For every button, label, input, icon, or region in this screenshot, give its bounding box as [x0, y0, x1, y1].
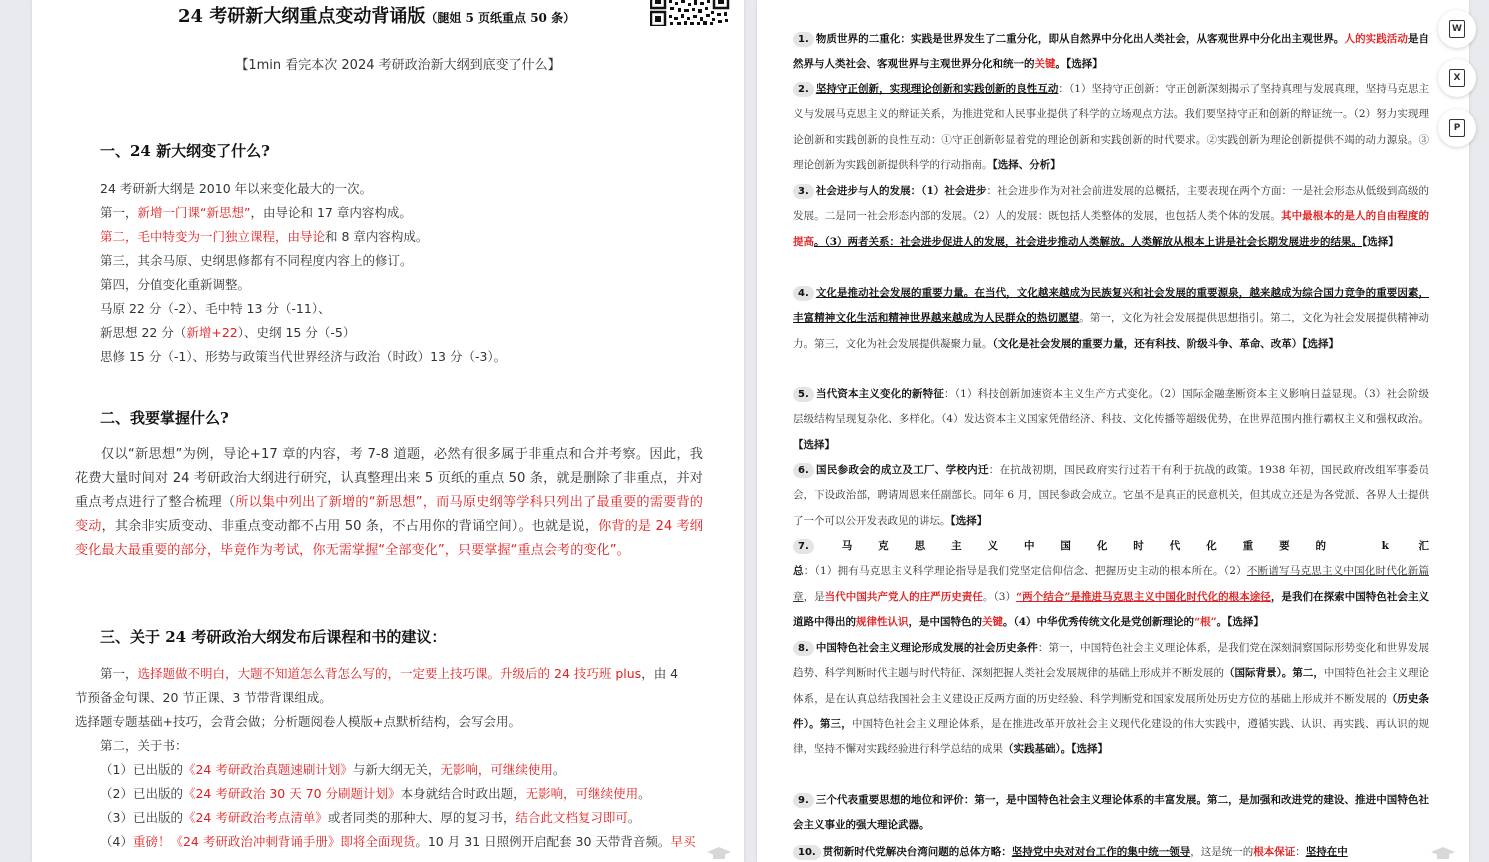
section-heading-2: 二、我要掌握什么?	[100, 409, 229, 427]
s1-line-1: 24 考研新大纲是 2010 年以来变化最大的一次。	[100, 181, 373, 196]
list-item-8: 8. 中国特色社会主义理论形成发展的社会历史条件：第一，中国特色社会主义理论体系，是我们党在深刻洞察国际形势变化和世界发展趋势、科学判断时代主题与时代特征、深刻把握人类社会发展规律的基础上形成并不断发展的（国际背景）。第二，中国特色社会主义理论体系，是在认真总结我国社会主义建设正反两方面的历史经验、科学判断党和国家发展所处历史方位的基础上形成并不断发展的（历史条件）。第三，中国特色社会主义理论体系，是在推进改革开放社会主义现代化建设的伟大实践中，遵循实践、认识、再实践、再认识的规律，坚持不懈对实践经验进行科学总结的成果（实践基础）。【选择】	[793, 642, 1430, 756]
document-page-right	[757, 0, 1469, 862]
section-heading-1: 一、24 新大纲变了什么?	[100, 142, 270, 160]
doc-title-main: 24 考研新大纲重点变动背诵版	[178, 6, 426, 27]
s2-paragraph: 仅以“新思想”为例，导论+17 章的内容，考 7-8 道题，必然有很多属于非重点和合并考察。因此，我花费大量时间对 24 考研政治大纲进行研究，认真整理出来 5 页纸的重点 50 条，就是删除了非重点，并对重点考点进行了整合梳理（所以集中列出了新增的“新思想”，而马原史纲等学科只列出了最重要的需要背的变动，其余非实质变动、非重点变动都不占用 50 条，不占用你的背诵空间）。也就是说，你背的是 24 考纲变化最大最重要的部分，毕竟作为考试，你无需掌握“全部变化”，只要掌握“重点会考的变化”。	[75, 447, 703, 558]
s1-line-4: 第三，其余马原、史纲思修都有不同程度内容上的修订。	[100, 253, 413, 268]
export-excel-button[interactable]	[1438, 59, 1476, 97]
list-item-5: 5. 当代资本主义变化的新特征：（1）科技创新加速资本主义生产方式变化。（2）国际金融垄断资本主义影响日益显现。（3）社会阶级层级结构呈现复杂化、多样化。（4）发达资本主义国家凭借经济、科技、文化传播等超级优势，在世界范围内推行霸权主义和强权政治。【选择】	[793, 388, 1429, 451]
section-heading-3: 三、关于 24 考研政治大纲发布后课程和书的建议：	[100, 628, 447, 646]
s3-book-3: （3）已出版的《24 考研政治考点清单》或者同类的那种大、厚的复习书，结合此文档复习即可。	[100, 810, 641, 825]
list-item-1: 1. 物质世界的二重化：实践是世界发生了二重分化，即从自然界中分化出人类社会，从客观世界中分化出主观世界。人的实践活动是自然界与人类社会、客观世界与主观世界分化和统一的关键。【选择】	[793, 33, 1430, 71]
s3-book-4: （4）重磅！《24 考研政治冲刺背诵手册》即将全面现货。10 月 31 日照例开启配套 30 天带背音频。早买	[100, 834, 696, 849]
word-icon: W	[1449, 20, 1465, 38]
s1-line-8: 思修 15 分（-1）、形势与政策当代世界经济与政治（时政）13 分（-3）。	[100, 349, 507, 364]
list-item-4: 4. 文化是推动社会发展的重要力量。在当代，文化越来越成为民族复兴和社会发展的重要源泉，越来越成为综合国力竞争的重要因素，丰富精神文化生活和精神世界越来越成为人民群众的热切愿望。第一，文化为社会发展提供思想指引。第二，文化为社会发展提供精神动力。第三，文化为社会发展提供凝聚力量。（文化是社会发展的重要力量，还有科技、阶级斗争、革命、改革）【选择】	[793, 287, 1430, 350]
s3-line-3: 选择题专题基础+技巧，会背会做；分析题阅卷人模版+点默析结构，会写会用。	[75, 714, 521, 729]
export-pdf-button[interactable]	[1438, 109, 1476, 147]
doc-subtitle: 【1min 看完本次 2024 考研政治新大纲到底变了什么】	[235, 58, 561, 73]
s1-line-5: 第四，分值变化重新调整。	[100, 277, 251, 292]
pdf-icon: P	[1449, 119, 1465, 137]
doc-title	[178, 2, 648, 28]
list-item-3: 3. 社会进步与人的发展：（1）社会进步：社会进步作为对社会前进发展的总概括，主要表现在两个方面：一是社会形态从低级到高级的发展。二是同一社会形态内部的发展。（2）人的发展：既包括人类整体的发展，也包括人类个体的发展。其中最根本的是人的自由程度的提高。（3）两者关系：社会进步促进人的发展，社会进步推动人类解放。人类解放从根本上讲是社会长期发展进步的结果。【选择】	[793, 185, 1430, 248]
graduation-cap-icon	[706, 846, 732, 860]
graduation-cap-icon-right	[1430, 846, 1456, 860]
list-item-10: 10. 贯彻新时代党解决台湾问题的总体方略：坚持党中央对对台工作的集中统一领导，这是统一的根本保证：坚持在中	[793, 840, 1429, 862]
list-item-2: 2. 坚持守正创新，实现理论创新和实践创新的良性互动：（1）坚持守正创新：守正创新深刻揭示了坚持真理与发展真理，坚持马克思主义与发展马克思主义的辩证关系，为推进党和人民事业提供了科学的立场观点方法。我们要坚持守正和创新的辩证统一。（2）努力实现理论创新和实践创新的良性互动：①守正创新彰显着党的理论创新和实践创新的时代要求。②实践创新为理论创新提供不竭的动力源泉。③理论创新为实践创新提供科学的行动指南。【选择、分析】	[793, 83, 1429, 171]
document-page-left	[32, 0, 744, 862]
export-word-button[interactable]	[1438, 10, 1476, 48]
s1-line-7: 新思想 22 分（新增+22）、史纲 15 分（-5）	[100, 325, 356, 340]
qr-code-icon	[650, 0, 730, 26]
list-item-7: 7. 马克思主义中国化时代化重要的 k 汇总：（1）拥有马克思主义科学理论指导是我们党坚定信仰信念、把握历史主动的根本所在。（2）不断谱写马克思主义中国化时代化新篇章，是当代中国共产党人的庄严历史责任。（3）“两个结合”是推进马克思主义中国化时代化的根本途径，是我们在探索中国特色社会主义道路中得出的规律性认识，是中国特色的关键。（4）中华优秀传统文化是党创新理论的“根”。【选择】	[793, 540, 1430, 628]
s3-line-2: 节预备金句课、20 节正课、3 节带背课组成。	[75, 690, 332, 705]
s3-book-2: （2）已出版的《24 考研政治 30 天 70 分刷题计划》本身就结合时政出题，无影响，可继续使用。	[100, 786, 651, 801]
excel-icon: X	[1449, 69, 1465, 87]
doc-title-sub: （腿姐 5 页纸重点 50 条）	[425, 11, 576, 25]
list-item-6: 6. 国民参政会的成立及工厂、学校内迁：在抗战初期，国民政府实行过若干有利于抗战的政策。1938 年初，国民政府改组军事委员会，下设政治部，聘请周恩来任副部长。同年 6 月，国民参政会成立。它虽不是真正的民意机关，但其成立还是为各党派、各界人士提供了一个可以公开发表政见的讲坛。【选择】	[793, 464, 1429, 527]
s1-line-6: 马原 22 分（-2）、毛中特 13 分（-11）、	[100, 301, 331, 316]
s1-line-3: 第二，毛中特变为一门独立课程，由导论和 8 章内容构成。	[100, 229, 429, 244]
s3-line-4: 第二，关于书：	[100, 738, 188, 753]
s3-line-1: 第一，选择题做不明白，大题不知道怎么背怎么写的，一定要上技巧课。升级后的 24 技巧班 plus，由 4	[100, 666, 679, 681]
s3-book-1: （1）已出版的《24 考研政治真题速刷计划》与新大纲无关，无影响，可继续使用。	[100, 762, 566, 777]
list-item-9: 9. 三个代表重要思想的地位和评价：第一，是中国特色社会主义理论体系的丰富发展。第二，是加强和改进党的建设、推进中国特色社会主义事业的强大理论武器。	[793, 794, 1429, 832]
s1-line-2: 第一，新增一门课“新思想”，由导论和 17 章内容构成。	[100, 205, 412, 220]
